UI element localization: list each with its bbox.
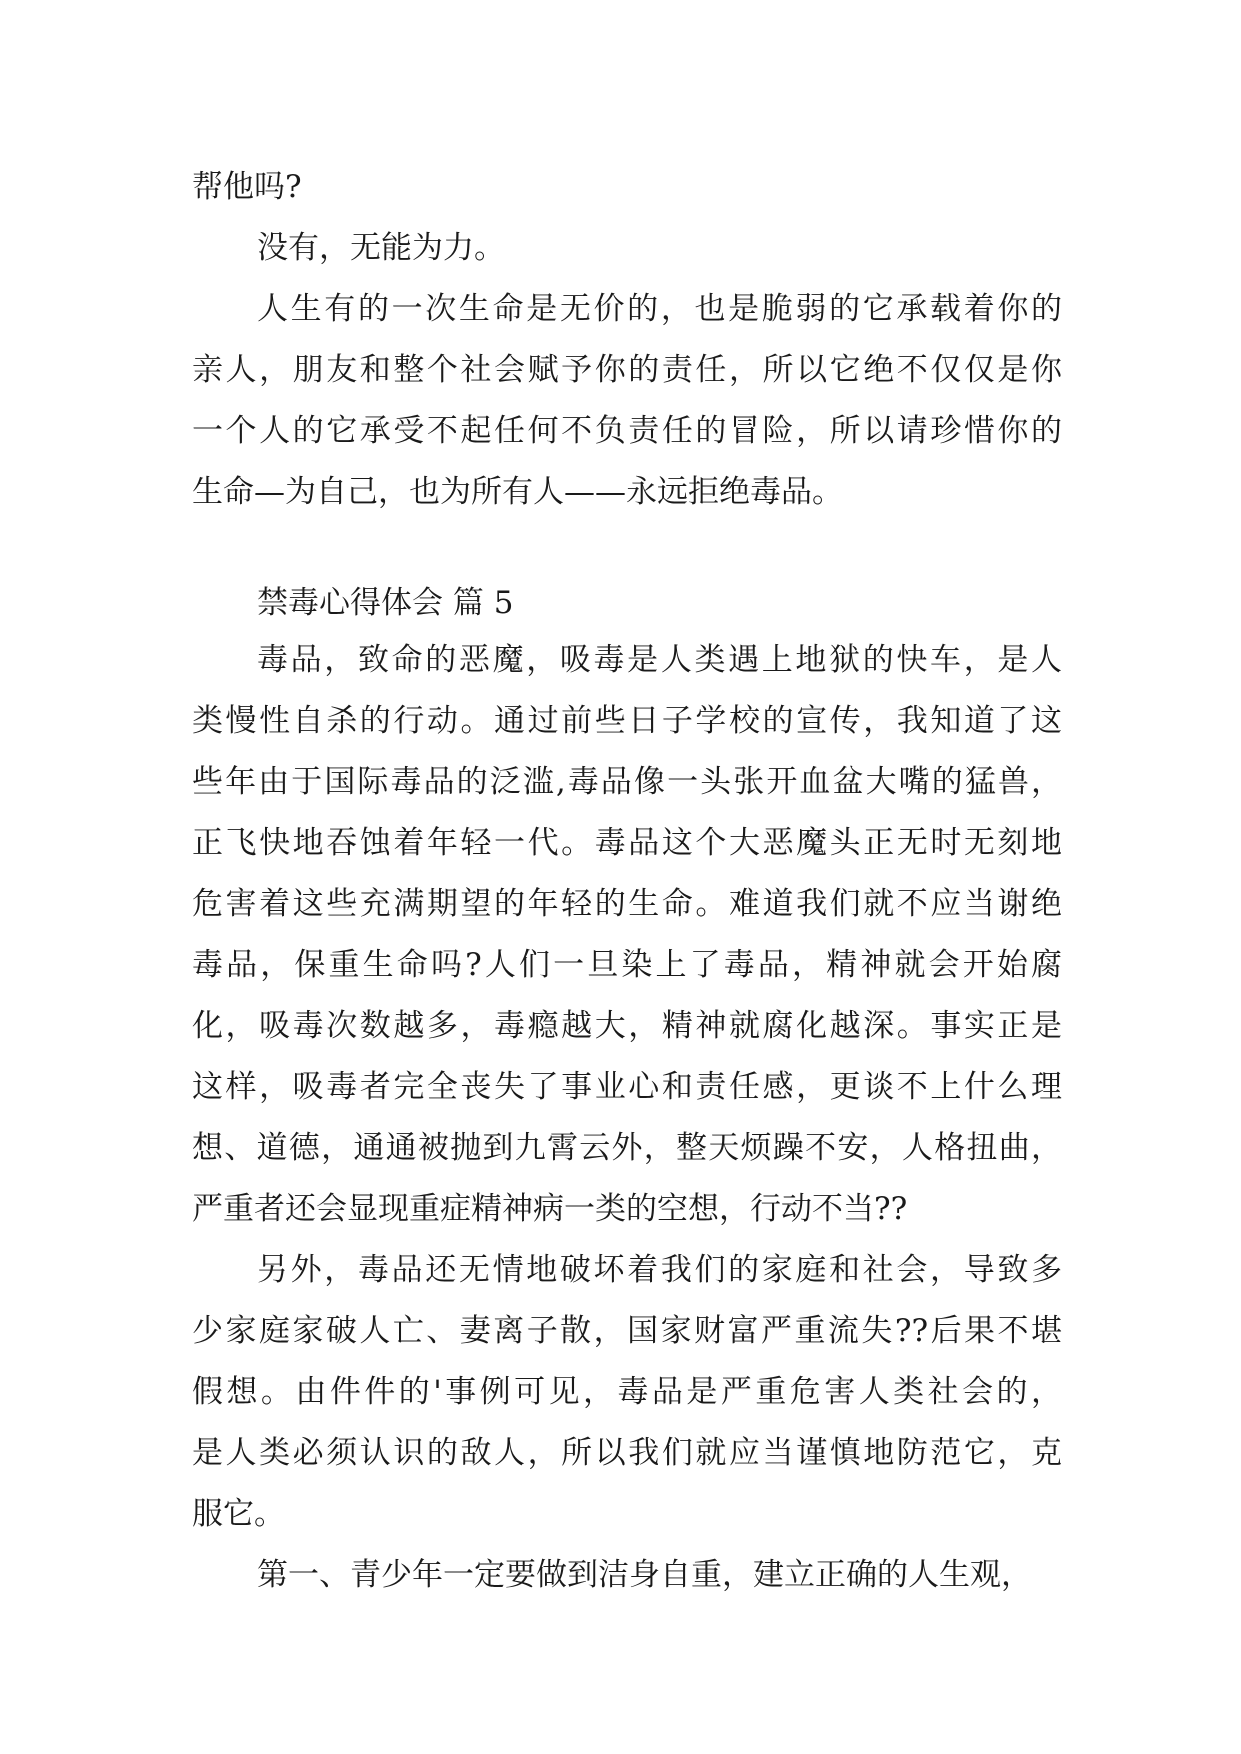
paragraph-line: 另外，毒品还无情地破坏着我们的家庭和社会，导致多 xyxy=(257,1252,1062,1288)
paragraph-line: 假想。由件件的'事例可见，毒品是严重危害人类社会的， xyxy=(192,1374,1062,1410)
paragraph-line: 毒品，致命的恶魔，吸毒是人类遇上地狱的快车，是人 xyxy=(257,642,1062,678)
paragraph-line: 亲人，朋友和整个社会赋予你的责任，所以它绝不仅仅是你 xyxy=(192,352,1062,388)
paragraph-line: 想、道德，通通被抛到九霄云外，整天烦躁不安，人格扭曲， xyxy=(192,1130,1062,1166)
paragraph-line: 人生有的一次生命是无价的，也是脆弱的它承载着你的 xyxy=(257,291,1062,327)
section-heading: 禁毒心得体会 篇 5 xyxy=(257,585,514,621)
paragraph-line: 服它。 xyxy=(192,1496,285,1532)
paragraph-line: 些年由于国际毒品的泛滥,毒品像一头张开血盆大嘴的猛兽， xyxy=(192,764,1062,800)
paragraph-line: 危害着这些充满期望的年轻的生命。难道我们就不应当谢绝 xyxy=(192,886,1062,922)
paragraph-line: 化，吸毒次数越多，毒瘾越大，精神就腐化越深。事实正是 xyxy=(192,1008,1062,1044)
paragraph-line: 是人类必须认识的敌人，所以我们就应当谨慎地防范它，克 xyxy=(192,1435,1062,1471)
paragraph-line: 第一、青少年一定要做到洁身自重，建立正确的人生观， xyxy=(257,1557,1032,1593)
paragraph-line: 帮他吗? xyxy=(192,169,302,205)
paragraph-line: 类慢性自杀的行动。通过前些日子学校的宣传，我知道了这 xyxy=(192,703,1062,739)
paragraph-line: 少家庭家破人亡、妻离子散，国家财富严重流失??后果不堪 xyxy=(192,1313,1062,1349)
paragraph-line: 毒品，保重生命吗?人们一旦染上了毒品，精神就会开始腐 xyxy=(192,947,1062,983)
paragraph-line: 这样，吸毒者完全丧失了事业心和责任感，更谈不上什么理 xyxy=(192,1069,1062,1105)
paragraph-line: 没有，无能为力。 xyxy=(257,230,505,266)
paragraph-line: 生命—为自己，也为所有人——永远拒绝毒品。 xyxy=(192,474,843,510)
paragraph-line: 一个人的它承受不起任何不负责任的冒险，所以请珍惜你的 xyxy=(192,413,1062,449)
paragraph-line: 严重者还会显现重症精神病一类的空想，行动不当?? xyxy=(192,1191,908,1227)
paragraph-line: 正飞快地吞蚀着年轻一代。毒品这个大恶魔头正无时无刻地 xyxy=(192,825,1062,861)
